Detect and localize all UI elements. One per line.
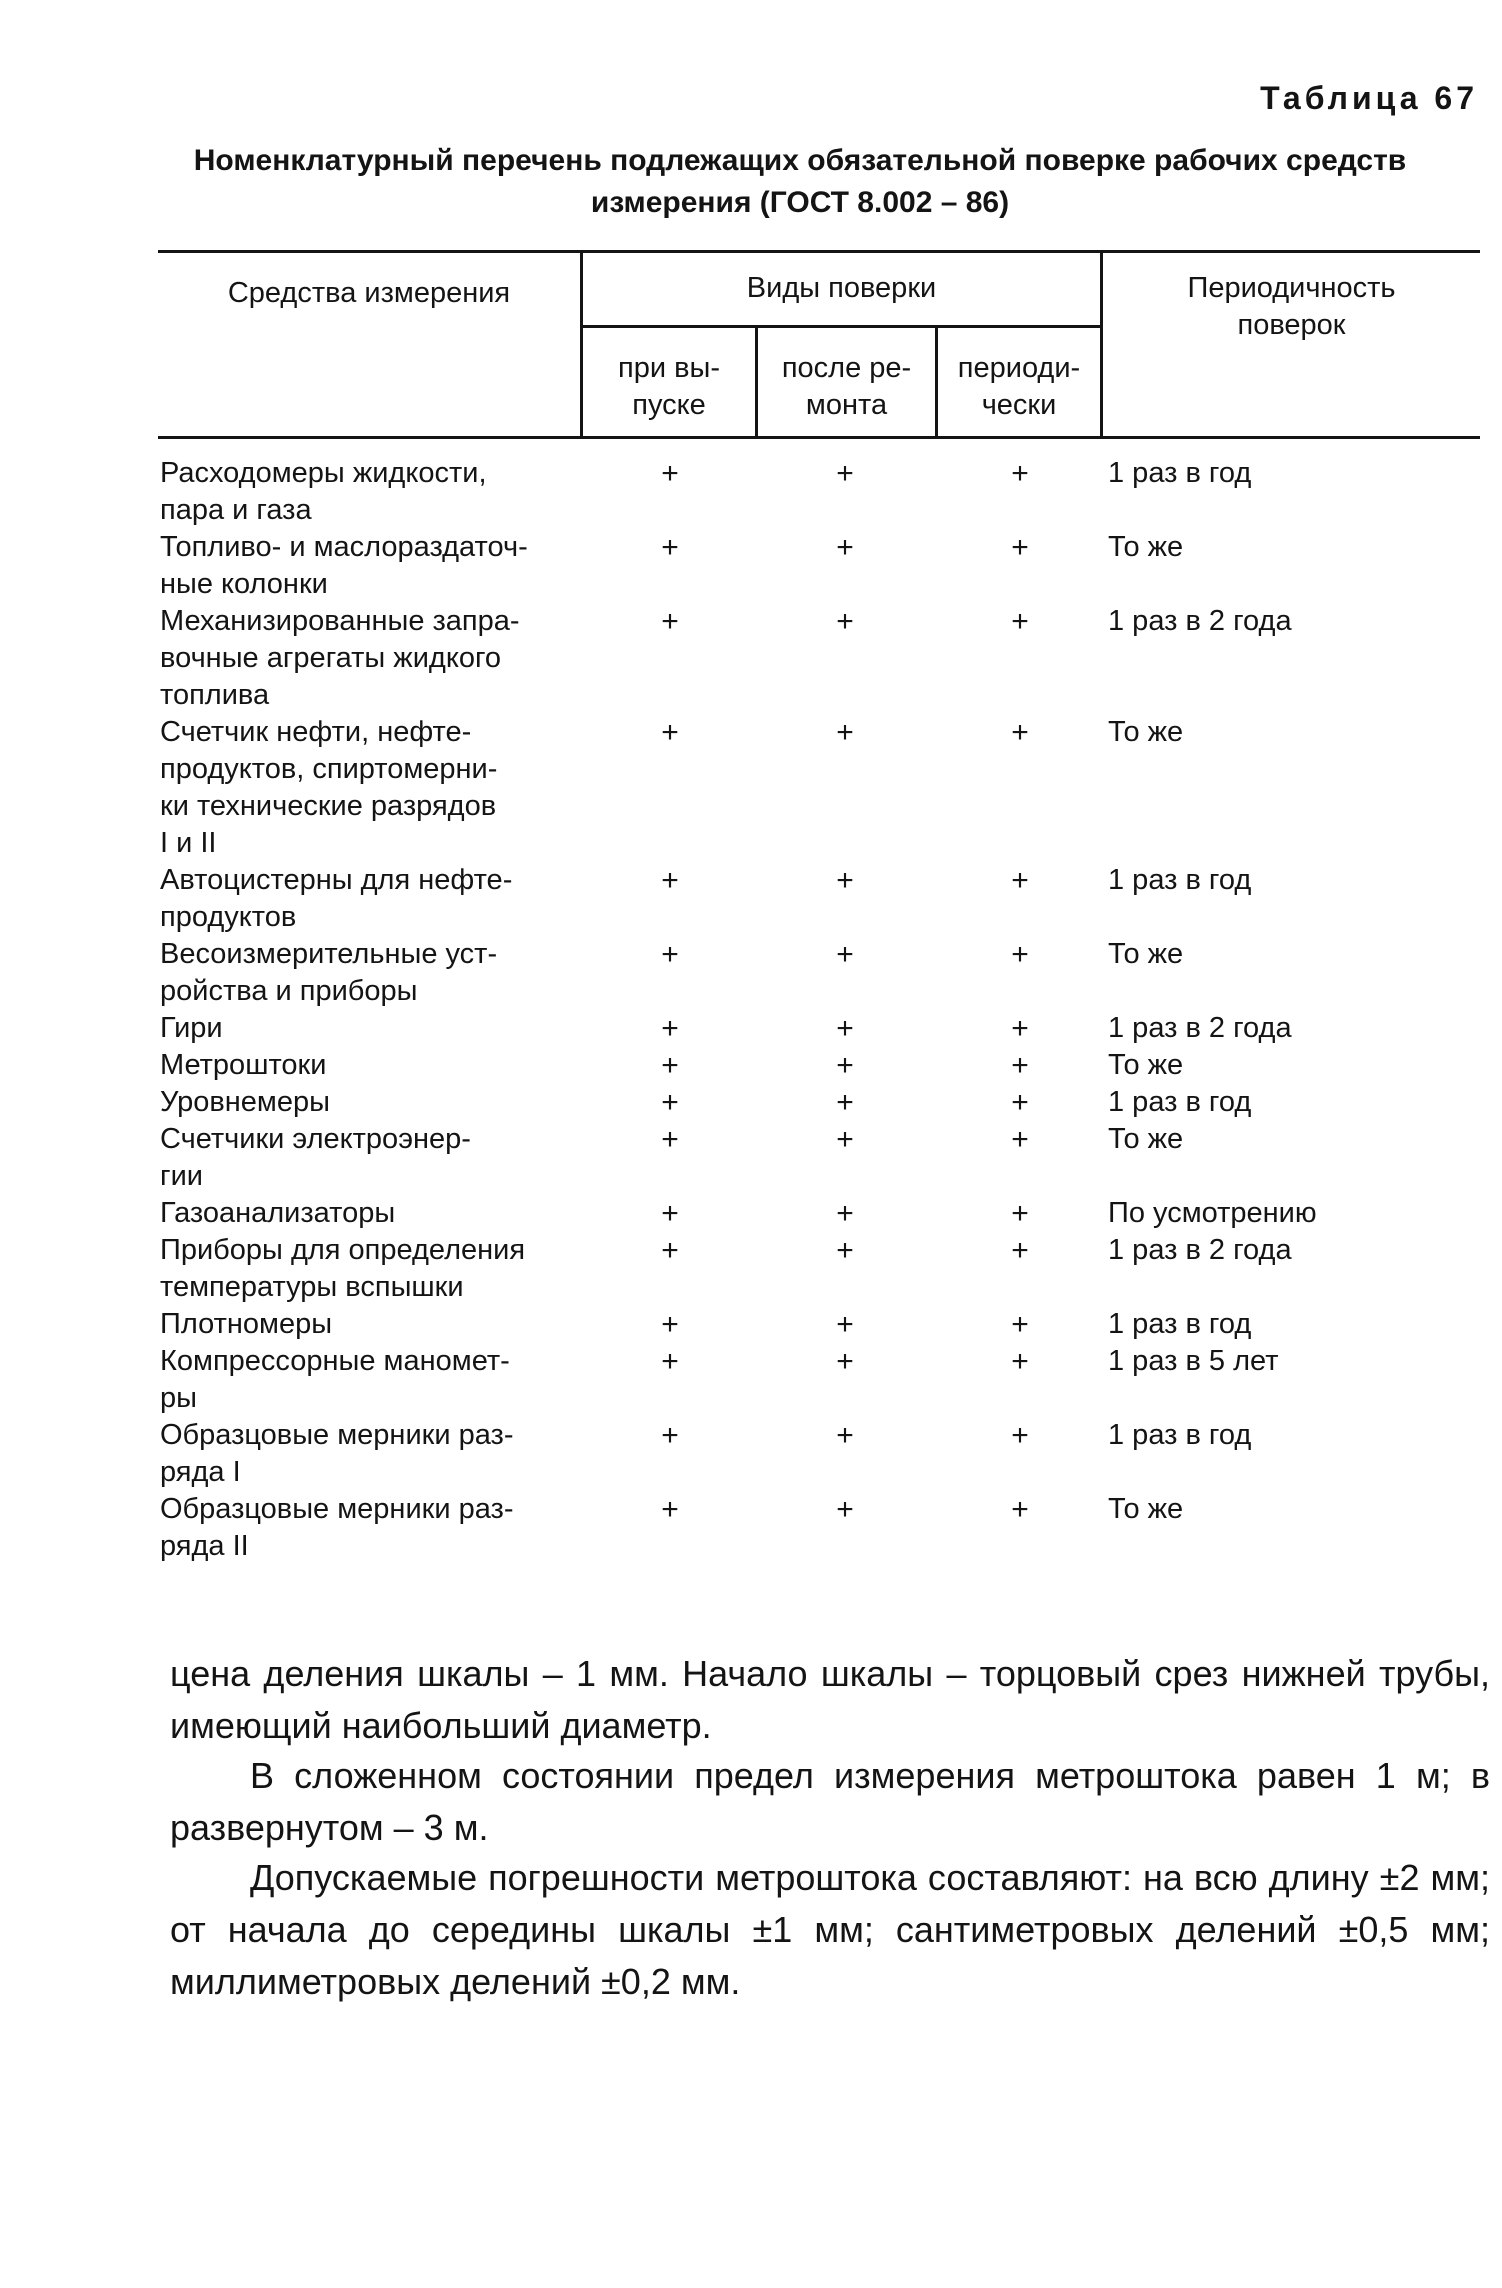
after-repair-mark: + [836, 864, 854, 897]
periodic-mark: + [1011, 1086, 1029, 1119]
after-repair-mark: + [836, 1086, 854, 1119]
frequency-value: 1 раз в год [1108, 1419, 1252, 1451]
after-repair-mark: + [836, 1345, 854, 1378]
frequency-value: 1 раз в 2 года [1108, 605, 1292, 637]
header-verification-types: Виды поверки [746, 272, 937, 304]
frequency-value: 1 раз в год [1108, 457, 1252, 489]
periodic-mark: + [1011, 1234, 1029, 1267]
instrument-name: Расходомеры жидкости, пара и газа [160, 457, 487, 526]
release-mark: + [661, 1197, 679, 1230]
after-repair-mark: + [836, 716, 854, 749]
header-frequency: Периодичность поверок [1187, 272, 1396, 341]
after-repair-mark: + [836, 1197, 854, 1230]
release-mark: + [661, 1049, 679, 1082]
header-bottom-rule [158, 436, 1480, 439]
table-title: Номенклатурный перечень подлежащих обязательной поверке рабочих средств измерения (ГОСТ 8.002 – 86) [193, 144, 1407, 219]
release-mark: + [661, 1345, 679, 1378]
periodic-mark: + [1011, 605, 1029, 638]
periodic-mark: + [1011, 457, 1029, 490]
instrument-name: Уровнемеры [160, 1086, 330, 1118]
paragraph-2: В сложенном состоянии предел измерения метроштока равен 1 м; в развернутом – 3 м. [170, 1755, 1490, 1848]
paragraph-3: Допускаемые погрешности метроштока составляют: на всю длину ±2 мм; от начала до середины шкалы ±1 мм; сантиметровых делений ±0,5 мм; миллиметровых делений ±0,2 мм. [170, 1857, 1490, 2002]
periodic-mark: + [1011, 1345, 1029, 1378]
instrument-name: Счетчики электроэнер- гии [160, 1123, 471, 1192]
release-mark: + [661, 1308, 679, 1341]
frequency-value: То же [1108, 1049, 1184, 1081]
instrument-name: Газоанализаторы [160, 1197, 396, 1229]
after-repair-mark: + [836, 938, 854, 971]
after-repair-mark: + [836, 1012, 854, 1045]
table-label: Таблица 67 [1260, 80, 1478, 116]
instrument-name: Гири [160, 1012, 223, 1044]
frequency-value: То же [1108, 716, 1184, 748]
release-mark: + [661, 1234, 679, 1267]
instrument-name: Приборы для определения температуры вспышки [160, 1234, 526, 1303]
periodic-mark: + [1011, 1049, 1029, 1082]
after-repair-mark: + [836, 1123, 854, 1156]
instrument-name: Образцовые мерники раз- ряда II [160, 1493, 514, 1562]
periodic-mark: + [1011, 1419, 1029, 1452]
release-mark: + [661, 1123, 679, 1156]
periodic-mark: + [1011, 716, 1029, 749]
release-mark: + [661, 938, 679, 971]
frequency-value: 1 раз в год [1108, 1086, 1252, 1118]
after-repair-mark: + [836, 605, 854, 638]
header-release: при вы- пуске [618, 352, 720, 421]
instrument-name: Механизированные запра- вочные агрегаты жидкого топлива [160, 605, 520, 711]
release-mark: + [661, 457, 679, 490]
frequency-value: То же [1108, 938, 1184, 970]
after-repair-mark: + [836, 1493, 854, 1526]
instrument-name: Автоцистерны для нефте- продуктов [160, 864, 513, 933]
after-repair-mark: + [836, 1419, 854, 1452]
periodic-mark: + [1011, 1012, 1029, 1045]
release-mark: + [661, 1012, 679, 1045]
after-repair-mark: + [836, 1234, 854, 1267]
after-repair-mark: + [836, 1308, 854, 1341]
release-mark: + [661, 605, 679, 638]
frequency-value: То же [1108, 1123, 1184, 1155]
release-mark: + [661, 716, 679, 749]
release-mark: + [661, 531, 679, 564]
after-repair-mark: + [836, 457, 854, 490]
frequency-value: По усмотрению [1108, 1197, 1317, 1229]
frequency-value: 1 раз в год [1108, 1308, 1252, 1340]
header-periodic: периоди- чески [957, 352, 1081, 421]
instrument-name: Компрессорные маномет- ры [160, 1345, 510, 1414]
instrument-name: Топливо- и маслораздаточ- ные колонки [160, 531, 528, 600]
paragraph-1: цена деления шкалы – 1 мм. Начало шкалы – торцовый срез нижней трубы, имеющий наибольший диаметр. [170, 1653, 1490, 1746]
periodic-mark: + [1011, 1493, 1029, 1526]
frequency-value: 1 раз в 5 лет [1108, 1345, 1279, 1377]
instrument-name: Счетчик нефти, нефте- продуктов, спиртомерни- ки технические разрядов I и II [160, 716, 498, 859]
instrument-name: Плотномеры [160, 1308, 333, 1340]
frequency-value: 1 раз в 2 года [1108, 1234, 1292, 1266]
table-top-rule [158, 250, 1480, 253]
after-repair-mark: + [836, 531, 854, 564]
header-after-repair: после ре- монта [781, 352, 912, 421]
header-instruments: Средства измерения [227, 277, 511, 309]
release-mark: + [661, 864, 679, 897]
periodic-mark: + [1011, 938, 1029, 971]
release-mark: + [661, 1419, 679, 1452]
frequency-value: 1 раз в год [1108, 864, 1252, 896]
release-mark: + [661, 1086, 679, 1119]
periodic-mark: + [1011, 1197, 1029, 1230]
frequency-value: То же [1108, 1493, 1184, 1525]
release-mark: + [661, 1493, 679, 1526]
instrument-name: Весоизмерительные уст- ройства и приборы [160, 938, 498, 1007]
instrument-name: Образцовые мерники раз- ряда I [160, 1419, 514, 1488]
after-repair-mark: + [836, 1049, 854, 1082]
frequency-value: 1 раз в 2 года [1108, 1012, 1292, 1044]
frequency-value: То же [1108, 531, 1184, 563]
instrument-name: Метроштоки [160, 1049, 327, 1081]
periodic-mark: + [1011, 1123, 1029, 1156]
periodic-mark: + [1011, 864, 1029, 897]
header-mid-rule [582, 325, 1102, 328]
periodic-mark: + [1011, 531, 1029, 564]
periodic-mark: + [1011, 1308, 1029, 1341]
